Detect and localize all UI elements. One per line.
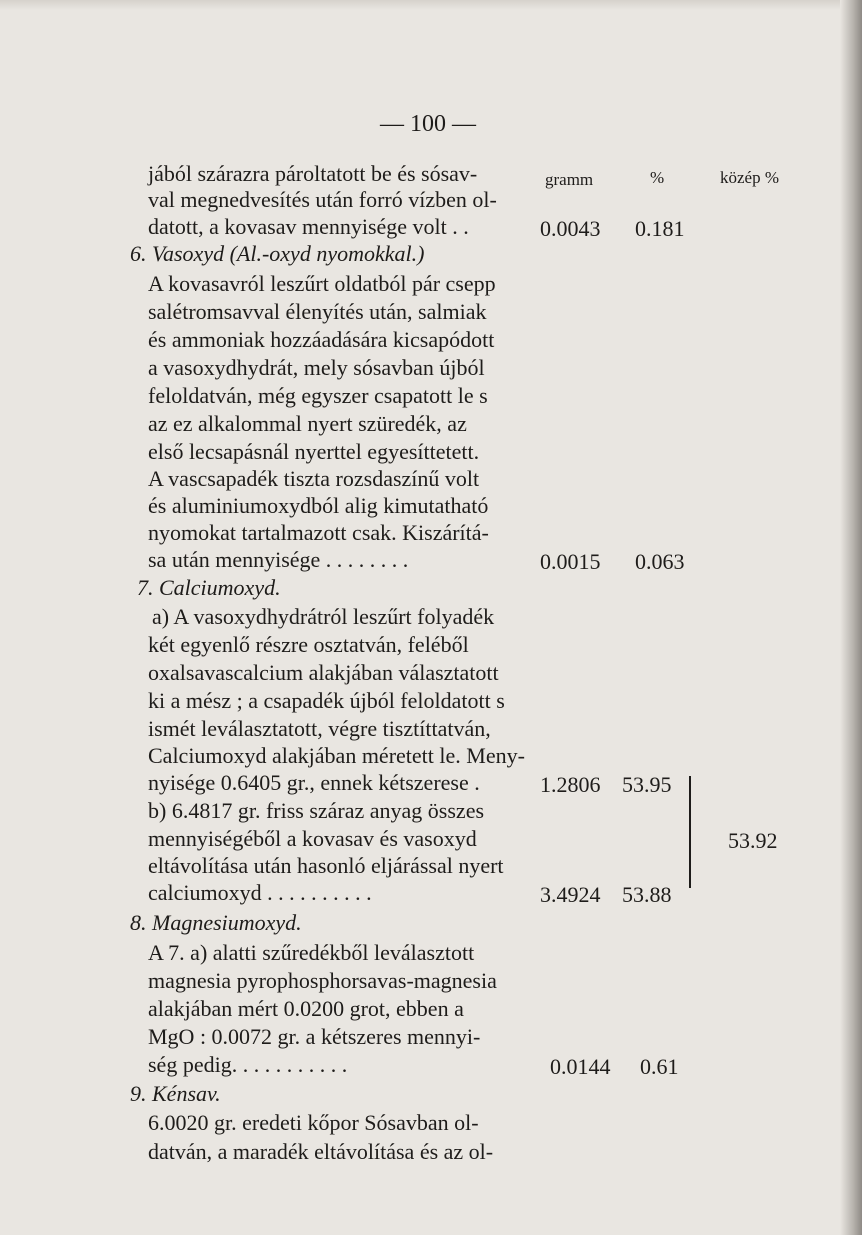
value-percent: 53.88 xyxy=(622,882,672,907)
value-gramm: 0.0043 xyxy=(540,216,601,241)
text-line: magnesia pyrophosphorsavas-magnesia xyxy=(148,968,497,993)
header-gramm: gramm xyxy=(545,170,594,189)
section-heading: 9. Kénsav. xyxy=(130,1081,221,1106)
text-line: nyisége 0.6405 gr., ennek kétszerese . xyxy=(148,770,480,795)
average-brace xyxy=(689,776,697,888)
value-gramm: 0.0144 xyxy=(550,1054,611,1079)
text-line: a) A vasoxydhydrátról leszűrt folyadék xyxy=(152,604,495,629)
text-line: az ez alkalommal nyert szüredék, az xyxy=(148,411,467,436)
text-line: mennyiségéből a kovasav és vasoxyd xyxy=(148,826,477,851)
text-line: oxalsavascalcium alakjában választatott xyxy=(148,660,499,685)
value-percent: 53.95 xyxy=(622,772,672,797)
text-line: és ammoniak hozzáadására kicsapódott xyxy=(148,327,495,352)
value-percent: 0.063 xyxy=(635,549,685,574)
page-edge-top xyxy=(0,0,862,10)
text-line: a vasoxydhydrát, mely sósavban újból xyxy=(148,355,485,380)
text-line: calciumoxyd . . . . . . . . . . xyxy=(148,880,372,905)
value-average: 53.92 xyxy=(728,828,778,853)
text-line: jából szárazra pároltatott be és sósav- xyxy=(148,161,478,186)
text-line: Calciumoxyd alakjában méretett le. Meny- xyxy=(148,743,525,768)
text-line: b) 6.4817 gr. friss száraz anyag összes xyxy=(148,798,485,823)
section-heading: 8. Magnesiumoxyd. xyxy=(130,910,302,935)
text-line: datott, a kovasav mennyisége volt . . xyxy=(148,214,469,239)
text-line: első lecsapásnál nyerttel egyesíttetett. xyxy=(148,439,480,464)
section-heading: 6. Vasoxyd (Al.-oxyd nyomokkal.) xyxy=(130,241,425,266)
text-line: datván, a maradék eltávolítása és az ol- xyxy=(148,1139,494,1164)
text-line: A vascsapadék tiszta rozsdaszínű volt xyxy=(148,466,480,491)
text-line: salétromsavval élenyítés után, salmiak xyxy=(148,299,487,324)
text-line: eltávolítása után hasonló eljárással nyert xyxy=(148,853,504,878)
text-line: alakjában mért 0.0200 grot, ebben a xyxy=(148,996,464,1021)
header-kozep: közép % xyxy=(720,168,780,187)
text-line: val megnedvesítés után forró vízben ol- xyxy=(148,187,497,212)
text-line: 6.0020 gr. eredeti kőpor Sósavban ol- xyxy=(148,1110,479,1135)
header-percent: % xyxy=(650,168,665,187)
page-number: — 100 — xyxy=(380,111,476,137)
text-line: A 7. a) alatti szűredékből leválasztott xyxy=(148,940,475,965)
text-line: két egyenlő részre osztatván, feléből xyxy=(148,632,469,657)
value-gramm: 1.2806 xyxy=(540,772,601,797)
text-line: feloldatván, még egyszer csapatott le s xyxy=(148,383,488,408)
text-line: ség pedig. . . . . . . . . . . xyxy=(148,1052,348,1077)
value-percent: 0.61 xyxy=(640,1054,679,1079)
text-line: és aluminiumoxydból alig kimutatható xyxy=(148,493,489,518)
page-edge-right xyxy=(840,0,862,1235)
text-line: A kovasavról leszűrt oldatból pár csepp xyxy=(148,271,496,296)
value-gramm: 0.0015 xyxy=(540,549,601,574)
text-line: ismét leválasztatott, végre tisztíttatván, xyxy=(148,716,491,741)
value-percent: 0.181 xyxy=(635,216,685,241)
text-line: MgO : 0.0072 gr. a kétszeres mennyi- xyxy=(148,1024,481,1049)
text-line: ki a mész ; a csapadék újból feloldatott s xyxy=(148,688,505,713)
value-gramm: 3.4924 xyxy=(540,882,601,907)
section-heading: 7. Calciumoxyd. xyxy=(137,575,281,600)
text-line: sa után mennyisége . . . . . . . . xyxy=(148,547,409,572)
text-line: nyomokat tartalmazott csak. Kiszárítá- xyxy=(148,520,489,545)
